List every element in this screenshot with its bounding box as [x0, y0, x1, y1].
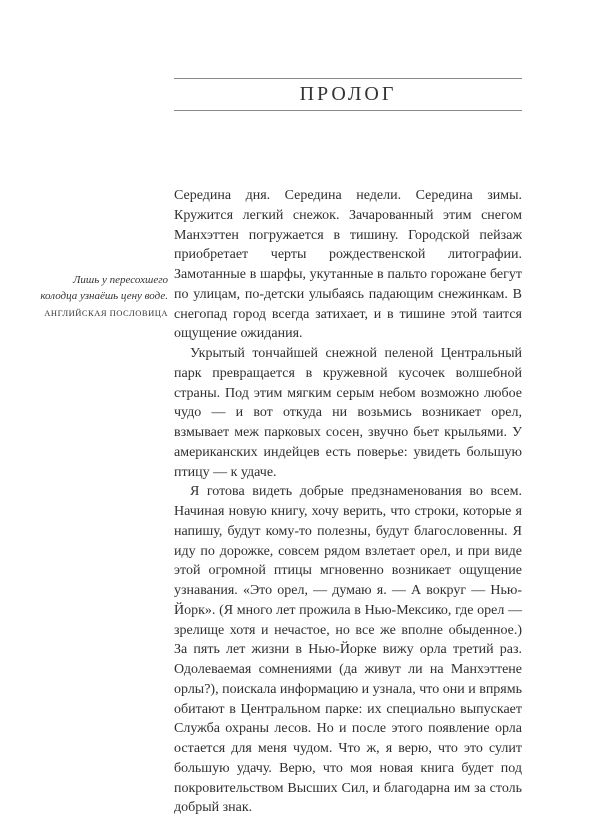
title-rule-bottom: [174, 110, 522, 111]
epigraph-source: АНГЛИЙСКАЯ ПОСЛОВИЦА: [44, 308, 168, 318]
title-rule-top: [174, 78, 522, 79]
paragraph-3: Я готова видеть добрые предзнаменования во всем. Начиная новую книгу, хочу верить, что строки, которые я напишу, будут кому-то полезны, будут благословенны. Я иду по дорожке, совсем рядом взлетает орел, и при виде этой огромной птицы мгновенно возникает ощущение узнавания. «Это орел, — думаю я. — А вокруг — Нью-Йорк». (Я много лет прожила в Нью-Мексико, где орел — зрелище хотя и нечастое, но все же вполне обыденное.) За пять лет жизни в Нью-Йорке вижу орла третий раз. Одолеваемая сомнениями (да живут ли на Манхэттене орлы?), поискала информацию и узнала, что они и впрямь обитают в Центральном парке: их специально выпускает Служба охраны лесов. Но и после этого появление орла остается для меня чудом. Что ж, я верю, что это сулит большую удачу. Верю, что моя новая книга будет под покровительством Высших Сил, и благодарна им за столь добрый знак.: [174, 484, 522, 816]
chapter-title-text: ПРОЛОГ: [299, 83, 397, 105]
body-text: [174, 186, 522, 818]
epigraph-quote-line-1: Лишь у пересохшего: [72, 274, 168, 286]
epigraph: [20, 272, 168, 321]
paragraph-2: Укрытый тончайшей снежной пеленой Центральный парк превращается в кружевной кусочек волшебной страны. Под этим мягким серым небом возможно любое чудо — и вот откуда ни возьмись возникает орел, взмывает меж парковых сосен, звучно бьет крыльями. У американских индейцев есть поверье: увидеть большую птицу — к удаче.: [174, 346, 522, 480]
epigraph-quote-line-2: колодца узнаёшь цену воде.: [40, 290, 168, 302]
paragraph-1: Середина дня. Середина недели. Середина зимы. Кружится легкий снежок. Зачарованный этим снегом Манхэттен погружается в тишину. Городской пейзаж приобретает черты рождественской литографии. Замотанные в шарфы, укутанные в пальто горожане бегут по улицам, по-детски улыбаясь падающим снежинкам. В снегопад город всегда затихает, и в тишине этой таится ощущение ожидания.: [174, 188, 522, 342]
chapter-title: [174, 83, 522, 105]
